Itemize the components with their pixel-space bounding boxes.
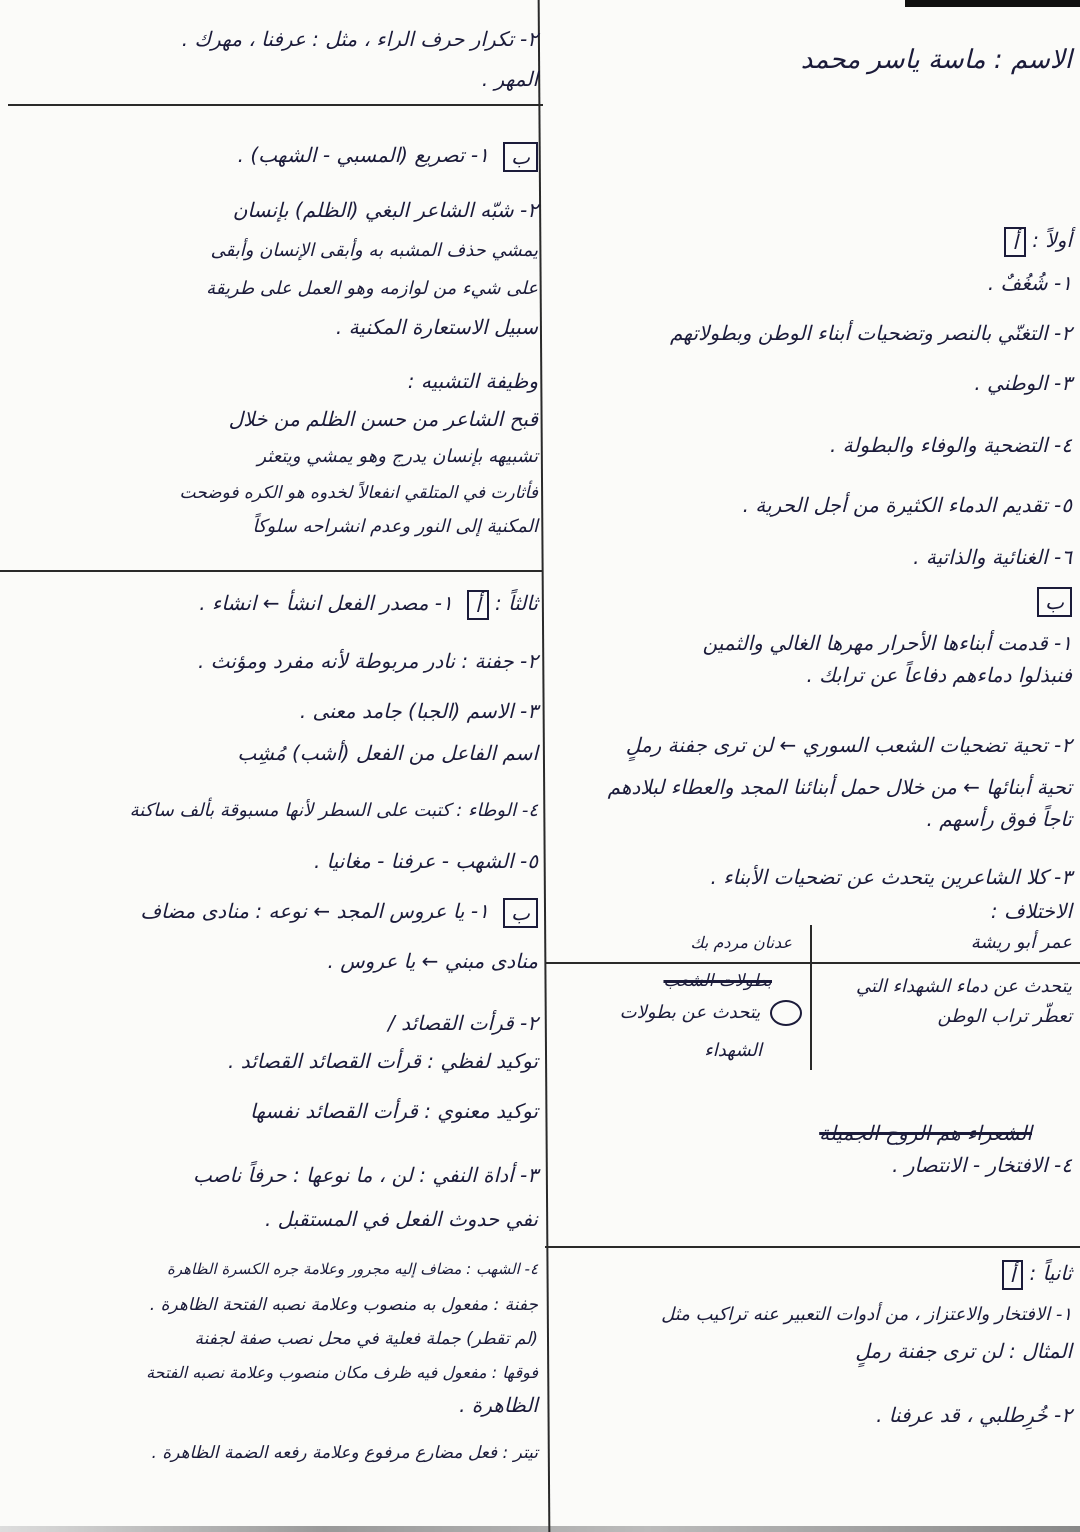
left-b-item-2: ٢- شبّه الشاعر البغي (الظلم) بإنسان <box>232 198 538 222</box>
table-b-struck: بطولات الشعب <box>663 971 772 991</box>
section3-box: أ <box>467 590 489 620</box>
section3-item-3: ٣- الاسم (الجبا) جامد معنى . <box>299 699 538 723</box>
right-table-top <box>545 962 1080 964</box>
section3-item-3-cont: اسم الفاعل من الفعل (أشب) مُشِب <box>237 741 538 765</box>
b2-item-1-cont: منادى مبني ← يا عروس . <box>327 949 538 973</box>
b2-item-1-text: ١- يا عروس المجد ← نوعه : منادى مضاف <box>140 899 489 923</box>
right-separator <box>545 1246 1080 1248</box>
left-separator-1 <box>8 104 543 106</box>
top-edge-mark <box>905 0 1080 7</box>
section3-item-4: ٤- الوطاء : كتبت على السطر لأنها مسبوقة بألف ساكنة <box>129 800 538 821</box>
table-head-b: عدنان مردم بك <box>690 933 792 952</box>
student-name: الاسم : ماسة ياسر محمد <box>800 45 1072 75</box>
b-box: ب <box>1037 587 1072 617</box>
table-b-line-2: الشهداء <box>704 1040 762 1061</box>
s2-example: المثال : لن ترى جفنة رملٍ <box>855 1339 1072 1363</box>
section3-item-5: ٥- الشهب - عرفنا - مغانيا . <box>313 849 538 873</box>
function-title: وظيفة التشبيه : <box>407 369 538 393</box>
function-line-3: فأثارت في المتلقي انفعالاً لخدوه هو الكره فوضحت <box>179 483 538 503</box>
section1-heading <box>550 225 1072 257</box>
item4: ٤- الافتخار - الانتصار . <box>892 1153 1072 1177</box>
left-b-item-2-cont: يمشي حذف المشبه به وأبقى الإنسان وأبقى <box>210 240 538 261</box>
a-item-2: ٢- التغنّي بالنصر وتضحيات أبناء الوطن وبطولاتهم <box>670 321 1072 345</box>
b2-item-4-jafna: جفنة : مفعول به منصوب وعلامة نصبه الفتحة الظاهرة . <box>149 1295 538 1315</box>
b-item-2-cont: تحية أبنائها ← من خلال حمل أبنائنا المجد والعطاء لبلادهم <box>607 775 1072 799</box>
b2-item-3-cont: نفي حدوث الفعل في المستقبل . <box>264 1207 538 1231</box>
a-item-5: ٥- تقديم الدماء الكثيرة من أجل الحرية . <box>742 493 1072 517</box>
b2-item-2: ٢- قرأت القصائد / <box>387 1011 538 1035</box>
item4-struck: الشعراء هم الروح الجميلة <box>819 1121 1032 1145</box>
section3-item-1-text: ١- مصدر الفعل انشأ ← انشاء . <box>199 591 453 615</box>
function-line-1: قبح الشاعر من حسن الظلم من خلال <box>228 407 538 431</box>
section1-label: أولاً : <box>1032 228 1072 252</box>
b-item-2: ٢- تحية تضحيات الشعب السوري ← لن ترى جفنة رملٍ <box>625 733 1072 757</box>
section2-box: أ <box>1002 1260 1024 1290</box>
a-item-1: ١- شُغُفٌ . <box>987 271 1072 295</box>
b2-item-2-moral: توكيد معنوي : قرأت القصائد نفسها <box>250 1099 538 1123</box>
left-b-item-1-text: ١- تصريع (المسبي - الشهب) . <box>237 143 489 167</box>
section3-item-1 <box>8 588 538 620</box>
table-b-line-1 <box>562 998 802 1028</box>
b2-item-4-clause: (لم تقطر) جملة فعلية في محل نصب صفة لجفنة <box>194 1329 538 1349</box>
b2-item-3: ٣- أداة النفي : لن ، ما نوعها : حرفاً ناصب <box>192 1163 538 1187</box>
b-item-1: ١- قدمت أبناءها الأحرار مهرها الغالي والثمين <box>702 631 1072 655</box>
top-item-2: ٢- تكرار حرف الراء ، مثل : عرفنا ، مهرك . <box>181 27 538 51</box>
b-item-3: ٣- كلا الشاعرين يتحدث عن تضحيات الأبناء . <box>710 865 1072 889</box>
left-b-item-1 <box>8 140 538 172</box>
table-a-line-2: تعطّر تراب الوطن <box>937 1006 1072 1027</box>
a-item-4: ٤- التضحية والوفاء والبطولة . <box>829 433 1072 457</box>
b-item-2-cont2: تاجاً فوق رأسهم . <box>926 807 1072 831</box>
left-b-box: ب <box>503 142 538 172</box>
left-b-item-2-cont3: سبيل الاستعارة المكنية . <box>335 315 538 339</box>
b2-item-1 <box>8 896 538 928</box>
left-b-item-2-cont2: على شيء من لوازمه وهو العمل على طريقة <box>206 278 538 299</box>
b2-item-4-verb: تيتر : فعل مضارع مرفوع وعلامة رفعه الضمة الظاهرة . <box>151 1443 538 1463</box>
left-separator-2 <box>0 570 543 572</box>
b-heading <box>550 585 1072 617</box>
table-a-line-1: يتحدث عن دماء الشهداء التي <box>855 976 1072 997</box>
s2-item-2: ٢- خُرِطلبي ، قد عرفنا . <box>876 1403 1072 1427</box>
b2-item-2-verbal: توكيد لفظي : قرأت القصائد القصائد . <box>228 1049 538 1073</box>
top-item-2-cont: المهر . <box>481 67 538 91</box>
function-line-4: المكنية إلى النور وعدم انشراحه سلوكاً <box>252 516 538 537</box>
bottom-edge-mark <box>0 1526 1080 1532</box>
table-b-text-1: يتحدث عن بطولات <box>619 1002 761 1023</box>
section2-label: ثانياً : <box>1029 1261 1072 1285</box>
section3-label: ثالثاً : <box>495 591 538 615</box>
s2-item-1: ١- الافتخار والاعتزاز ، من أدوات التعبير عنه تراكيب مثل <box>661 1304 1072 1325</box>
function-line-2: تشبيهه بإنسان يدرج وهو يمشي ويتعثر <box>257 446 538 467</box>
b2-item-4: ٤- الشهب : مضاف إليه مجرور وعلامة جره الكسرة الظاهرة <box>167 1260 538 1278</box>
scribble-circle-icon <box>770 1000 802 1026</box>
column-divider <box>538 0 551 1532</box>
a-item-3: ٣- الوطني . <box>974 371 1072 395</box>
b2-box: ب <box>503 898 538 928</box>
section1-box: أ <box>1004 227 1026 257</box>
b-item-1-cont: فنبذلوا دماءهم دفاعاً عن ترابك . <box>806 663 1072 687</box>
compare-table-divider <box>810 925 812 1070</box>
table-head-a: عمر أبو ريشة <box>970 932 1072 953</box>
difference-label: الاختلاف : <box>990 899 1072 923</box>
section2-heading <box>550 1258 1072 1290</box>
a-item-6: ٦- الغنائية والذاتية . <box>913 545 1072 569</box>
section3-item-2: ٢- جفنة : نادر مربوطة لأنه مفرد ومؤنث . <box>197 649 538 673</box>
b2-item-4-fawqaha-cont: الظاهرة . <box>459 1393 538 1417</box>
b2-item-4-fawqaha: فوقها : مفعول فيه ظرف مكان منصوب وعلامة نصبه الفتحة <box>146 1363 538 1382</box>
